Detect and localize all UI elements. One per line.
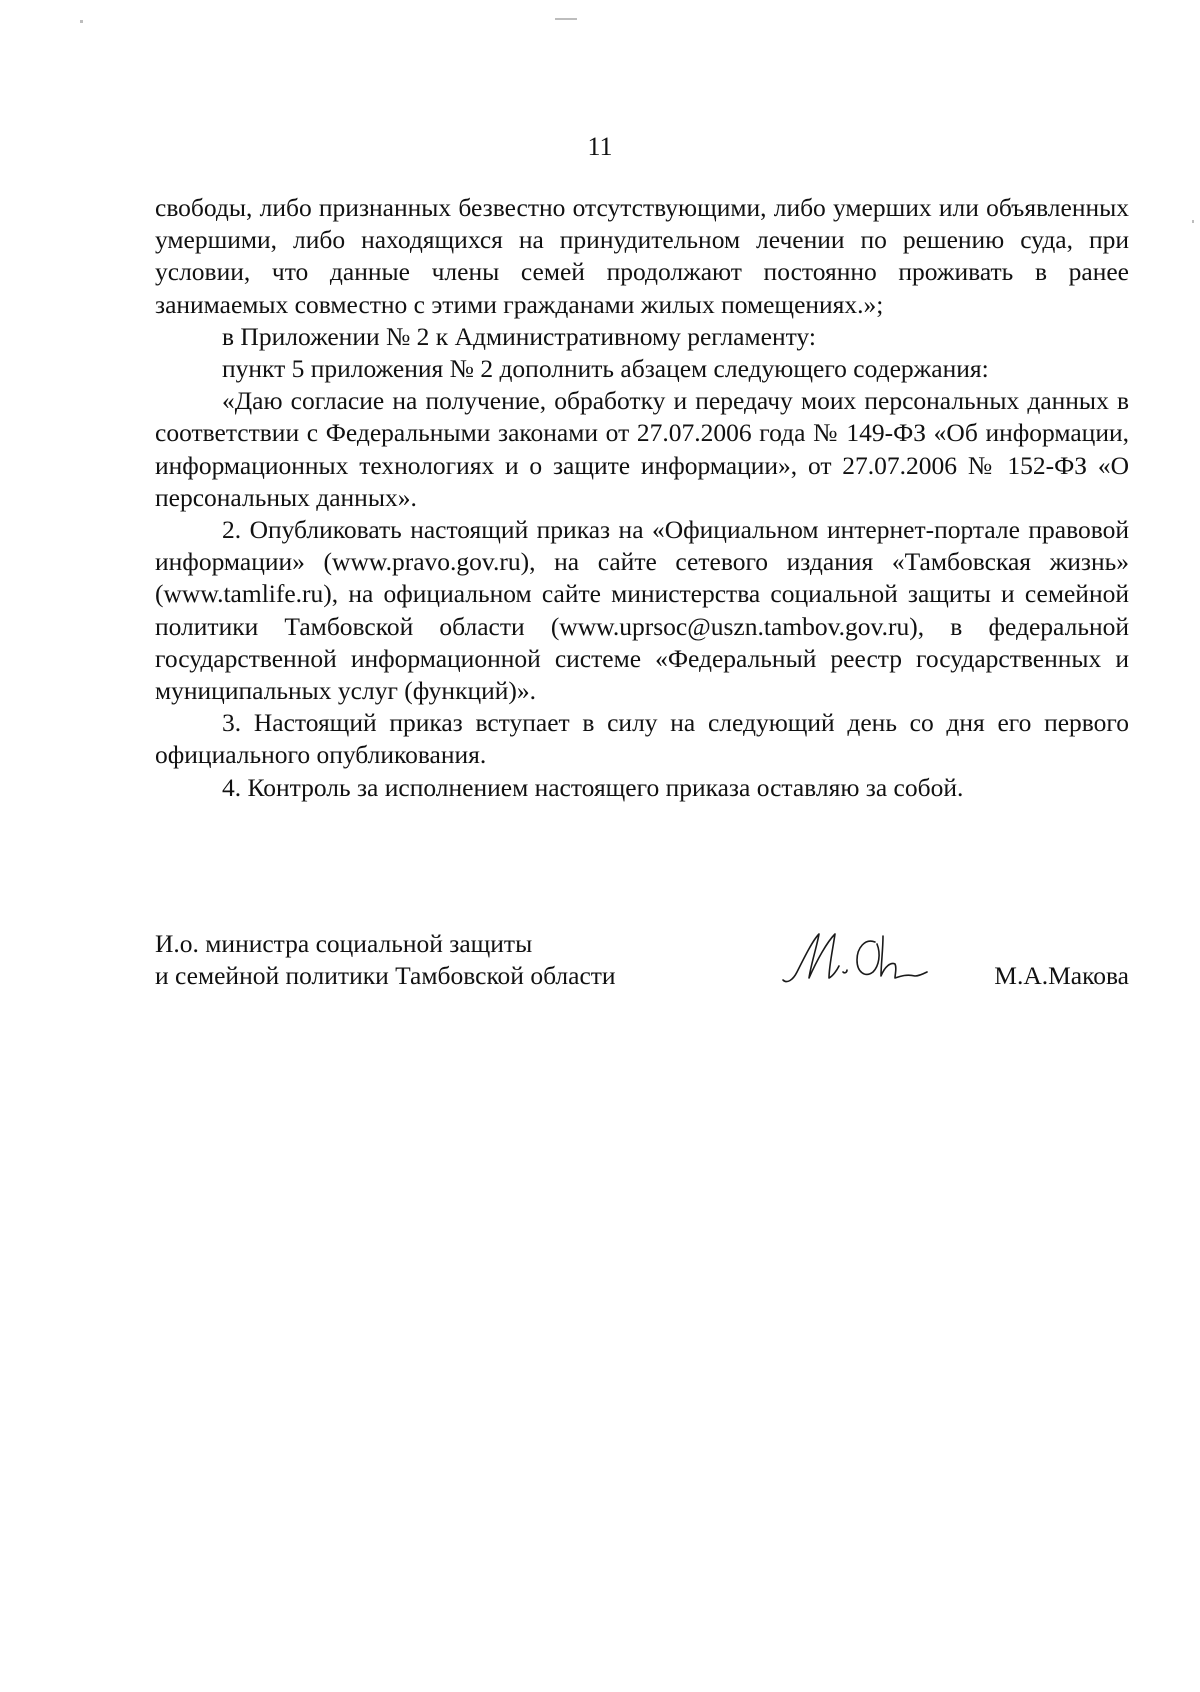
signer-title xyxy=(155,928,715,992)
scan-speck xyxy=(555,18,577,20)
signer-title-line-1: И.о. министра социальной защиты xyxy=(155,929,533,958)
paragraph-item-3: 3. Настоящий приказ вступает в силу на следующий день со дня его первого официального опубликования. xyxy=(155,708,1129,770)
scan-speck xyxy=(80,20,83,23)
paragraph-appendix-intro: в Приложении № 2 к Административному регламенту: xyxy=(222,321,816,351)
handwritten-signature xyxy=(777,920,937,992)
signer-name: М.А.Макова xyxy=(994,961,1129,990)
signature-block xyxy=(155,928,1129,1008)
scan-speck xyxy=(1192,220,1194,223)
document-body xyxy=(155,192,1129,804)
paragraph-consent: «Даю согласие на получение, обработку и передачу моих персональных данных в соответствии с Федеральными законами от 27.07.2006 года № 149-ФЗ «Об информации, информационных технологиях и о защите информации», от 27.07.2006 № 152-ФЗ «О персональных данных». xyxy=(155,386,1129,512)
page-number: 11 xyxy=(587,132,613,161)
paragraph-item-2: 2. Опубликовать настоящий приказ на «Официальном интернет-портале правовой информации» (www.pravo.gov.ru), на сайте сетевого издания «Тамбовская жизнь» (www.tamlife.ru), на официальном сайте министерства социальной защиты и семейной политики Тамбовской области (www.uprsoc@uszn.tambov.gov.ru), в федеральной государственной информационной системе «Федеральный реестр государственных и муниципальных услуг (функций)». xyxy=(155,515,1129,706)
paragraph-appendix-item: пункт 5 приложения № 2 дополнить абзацем следующего содержания: xyxy=(222,354,989,384)
paragraph-item-4: 4. Контроль за исполнением настоящего приказа оставляю за собой. xyxy=(222,772,964,802)
paragraph-continuation: свободы, либо признанных безвестно отсутствующими, либо умерших или объявленных умершими, либо находящихся на принудительном лечении по решению суда, при условии, что данные члены семей продолжают постоянно проживать в ранее занимаемых совместно с этими гражданами жилых помещениях.»; xyxy=(155,193,1129,319)
signer-title-line-2: и семейной политики Тамбовской области xyxy=(155,961,616,990)
